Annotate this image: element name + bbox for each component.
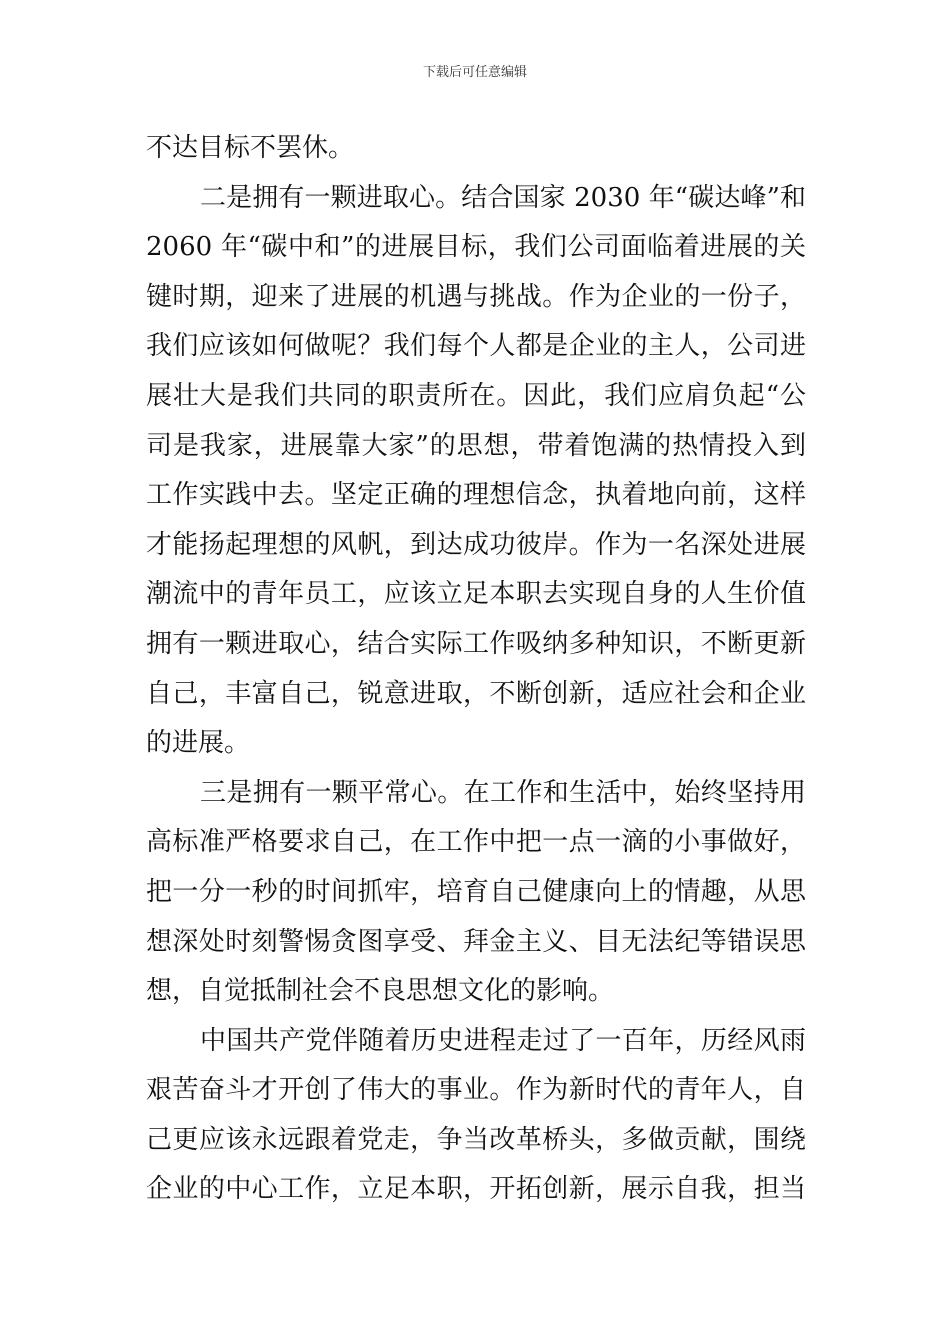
text-line: 工作实践中去。坚定正确的理想信念，执着地向前，这样: [146, 480, 806, 511]
text-line: 不达目标不罢休。: [146, 133, 355, 163]
document-body: [146, 124, 806, 1215]
text-line: 司是我家，进展靠大家”的思想，带着饱满的热情投入到: [146, 430, 806, 461]
text-line: 想，自觉抵制社会不良思想文化的影响。: [146, 976, 615, 1007]
text-line: 键时期，迎来了进展的机遇与挑战。作为企业的一份子，: [146, 281, 806, 312]
text-line: 三是拥有一颗平常心。在工作和生活中，始终坚持用: [200, 777, 806, 808]
text-line: 拥有一颗进取心，结合实际工作吸纳多种知识，不断更新: [146, 628, 806, 659]
text-line: 把一分一秒的时间抓牢，培育自己健康向上的情趣，从思: [146, 876, 806, 907]
text-line: 中国共产党伴随着历史进程走过了一百年，历经风雨: [200, 1025, 806, 1056]
text-line: 己更应该永远跟着党走，争当改革桥头，多做贡献，围绕: [146, 1124, 806, 1155]
text-line: 自己，丰富自己，锐意进取，不断创新，适应社会和企业: [146, 678, 806, 709]
text-line: 的进展。: [146, 728, 251, 759]
text-line: 企业的中心工作，立足本职，开拓创新，展示自我，担当: [146, 1174, 806, 1205]
text-line: 2060 年“碳中和”的进展目标，我们公司面临着进展的关: [146, 232, 806, 263]
text-line: 展壮大是我们共同的职责所在。因此，我们应肩负起“公: [146, 380, 806, 411]
text-line: 想深处时刻警惕贪图享受、拜金主义、目无法纪等错误思: [146, 926, 806, 957]
text-line: 艰苦奋斗才开创了伟大的事业。作为新时代的青年人，自: [146, 1075, 806, 1106]
text-line: 才能扬起理想的风帆，到达成功彼岸。作为一名深处进展: [146, 529, 806, 560]
text-line: 二是拥有一颗进取心。结合国家 2030 年“碳达峰”和: [200, 182, 806, 213]
text-line: 我们应该如何做呢？我们每个人都是企业的主人，公司进: [146, 331, 806, 362]
text-line: 潮流中的青年员工，应该立足本职去实现自身的人生价值: [146, 579, 806, 610]
text-line: 高标准严格要求自己，在工作中把一点一滴的小事做好，: [146, 827, 806, 858]
page-header: 下载后可任意编辑: [422, 65, 527, 80]
